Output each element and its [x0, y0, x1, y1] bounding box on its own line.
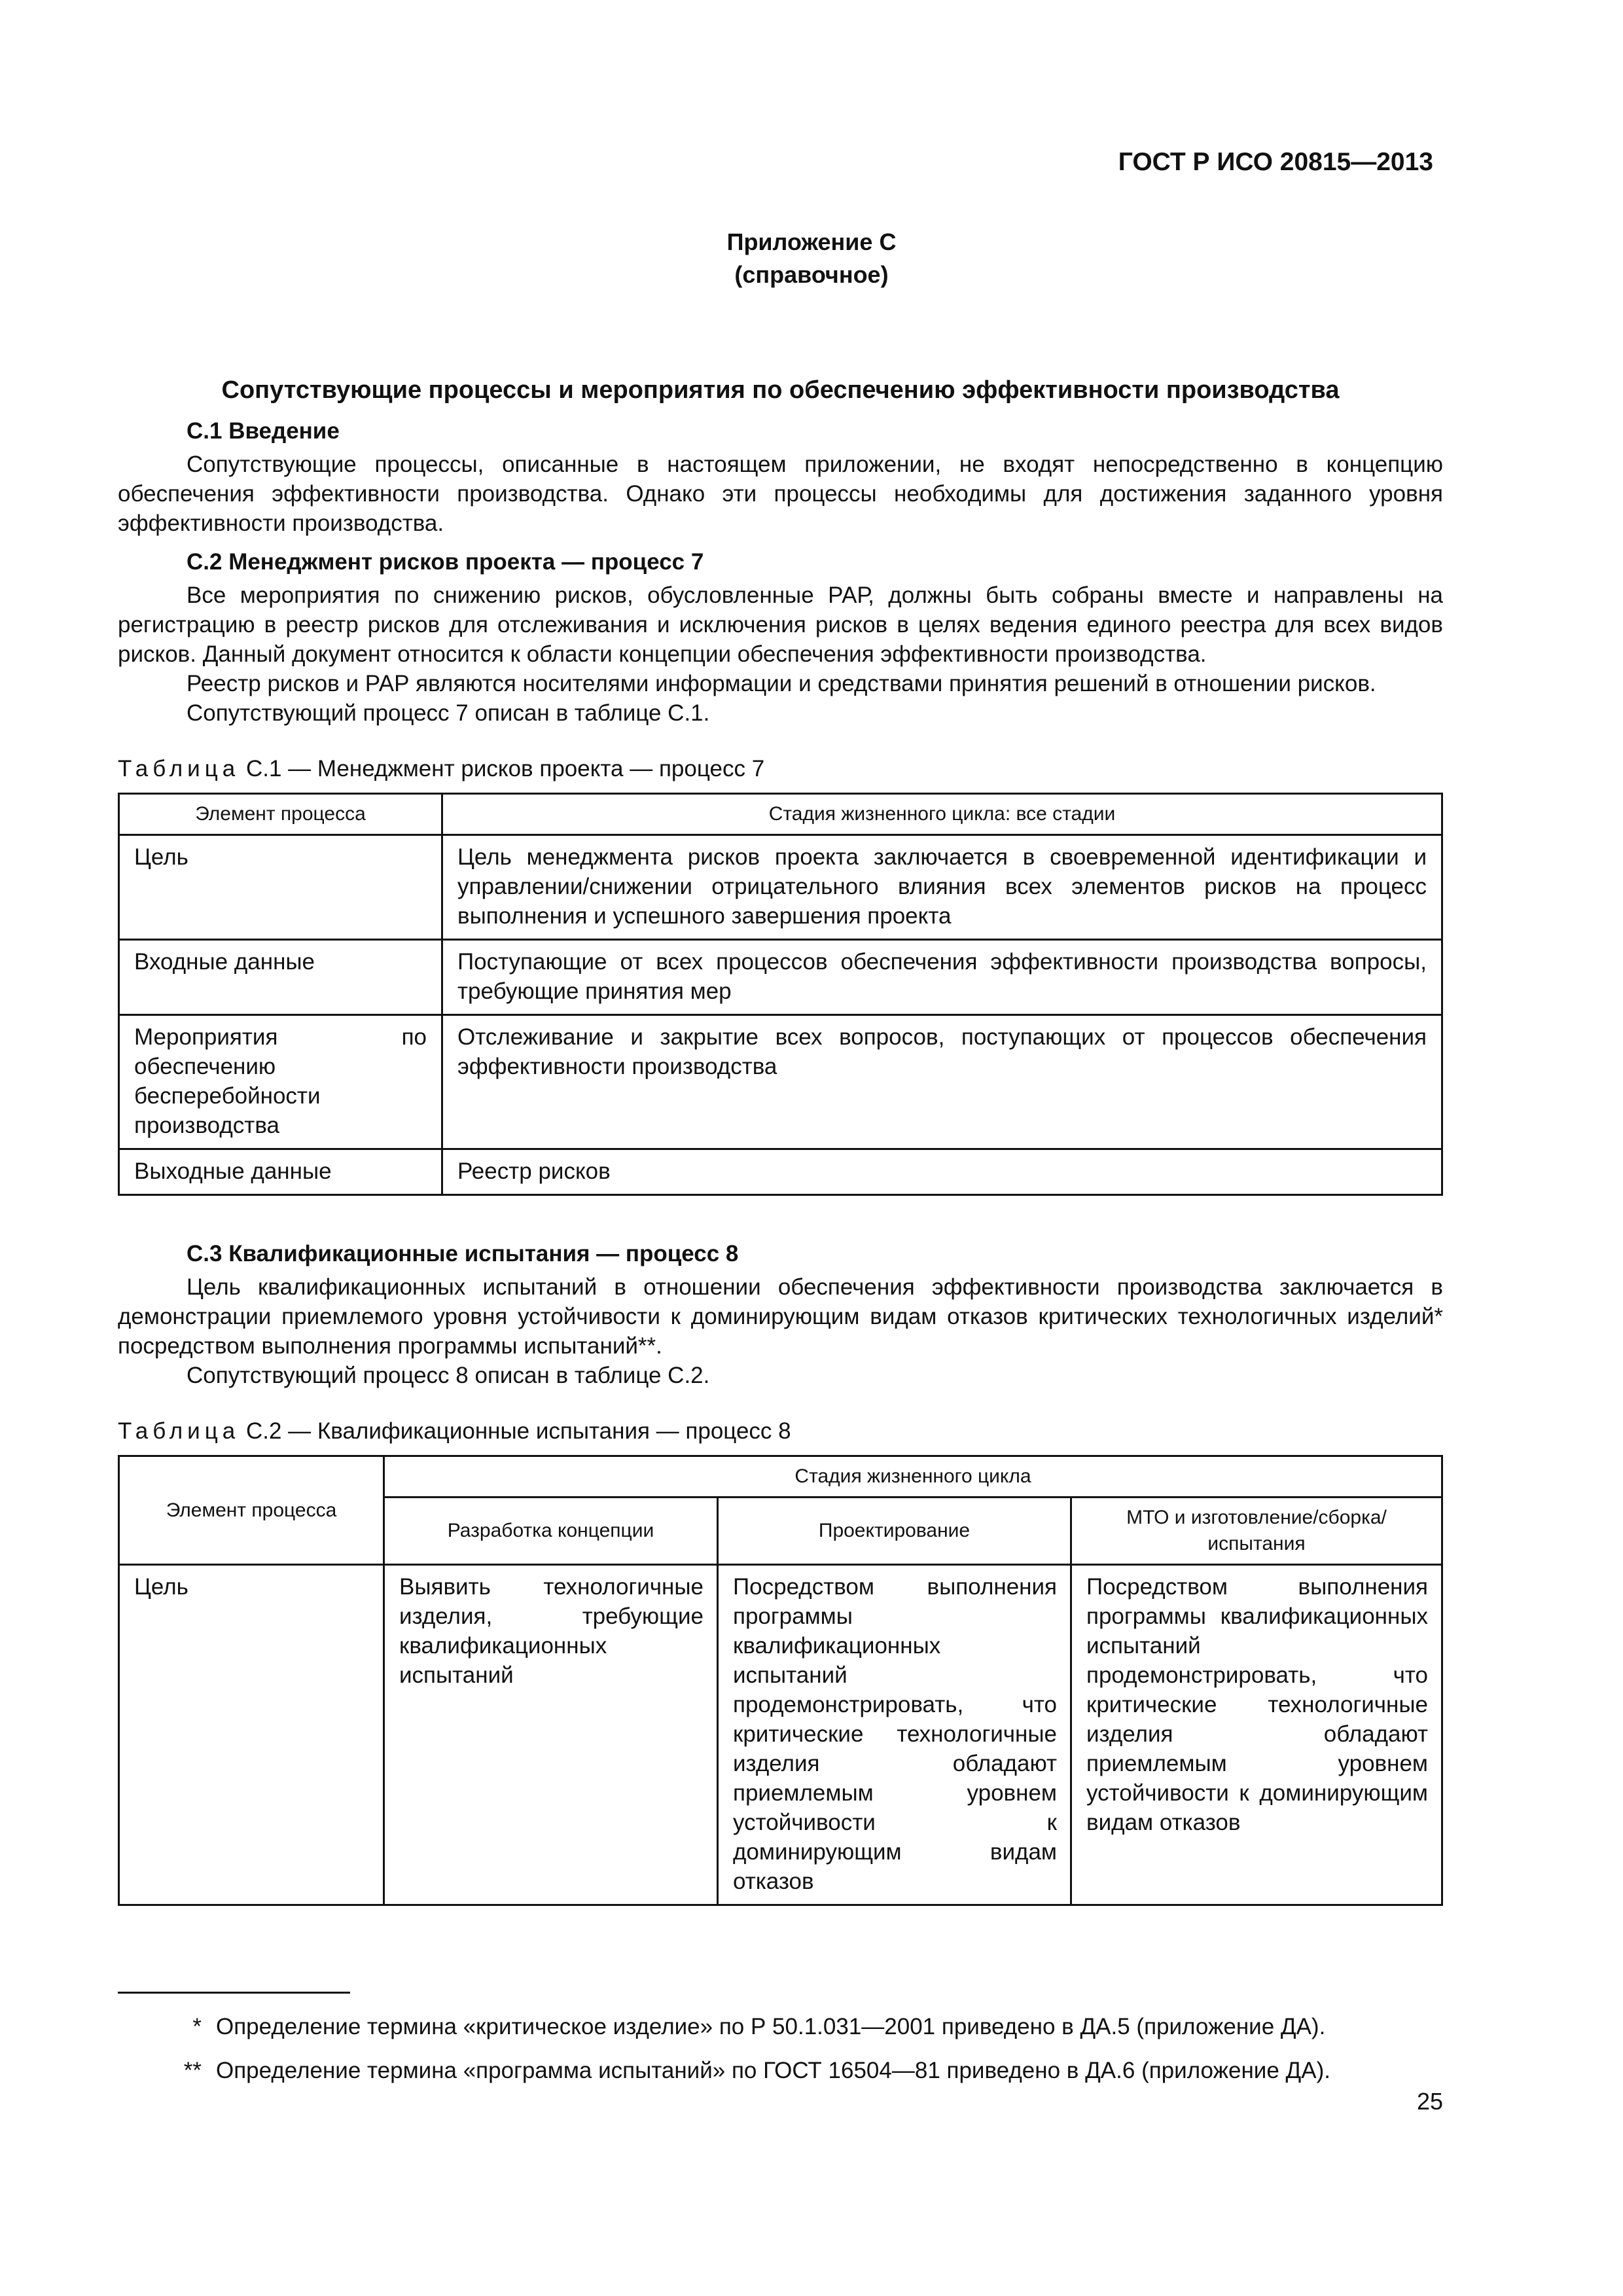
section-c2-paragraph-1: Все мероприятия по снижению рисков, обусловленные РАР, должны быть собраны вместе и направлены на регистрацию в реестр рисков для отслеживания и исключения рисков в целях ведения единого реестра для всех видов рисков. Данный документ относится к области концепции обеспечения эффективности производства. [118, 583, 1443, 667]
table-cell: Выходные данные [119, 1149, 442, 1195]
annex-type: (справочное) [734, 261, 889, 288]
table-c2-caption-word: Таблица [118, 1418, 240, 1444]
table-cell: Входные данные [119, 940, 442, 1015]
table-row [119, 1149, 1442, 1195]
standard-code: ГОСТ Р ИСО 20815—2013 [1118, 148, 1433, 176]
table-c2-header-element: Элемент процесса [119, 1456, 384, 1565]
footnote-item [118, 2056, 1443, 2085]
table-c1 [118, 793, 1443, 1196]
footnote-mark: ** [183, 2058, 202, 2083]
table-c2-caption [118, 1416, 1443, 1446]
table-cell: Выявить технологичные изделия, требующие квалификационных испытаний [384, 1565, 718, 1905]
section-c2-title: С.2 Менеджмент рисков проекта — процесс 7 [187, 549, 704, 575]
annex-heading [0, 226, 1623, 291]
table-row [119, 835, 1442, 940]
footnote-text: Определение термина «критическое изделие» по Р 50.1.031—2001 приведено в ДА.5 (приложение ДА). [216, 2014, 1326, 2039]
page-number: 25 [1416, 2088, 1443, 2115]
table-c1-header-row [119, 794, 1442, 835]
table-cell: Цель менеджмента рисков проекта заключается в своевременной идентификации и управлении/снижении отрицательного влияния всех элементов рисков на процесс выполнения и успешного завершения проекта [442, 835, 1442, 940]
table-c2-caption-text: С.2 — Квалификационные испытания — процесс 8 [240, 1418, 791, 1444]
table-c1-header-stage: Стадия жизненного цикла: все стадии [442, 794, 1442, 835]
table-c2-subheader-manufacturing: МТО и изготовление/сборка/ испытания [1071, 1498, 1442, 1565]
table-cell: Цель [119, 835, 442, 940]
section-c2-paragraph-3: Сопутствующий процесс 7 описан в таблице С.1. [187, 700, 710, 726]
table-cell: Мероприятия по обеспечению бесперебойности производства [119, 1015, 442, 1149]
table-cell: Отслеживание и закрытие всех вопросов, поступающих от процессов обеспечения эффективности производства [442, 1015, 1442, 1149]
footnote-text: Определение термина «программа испытаний» по ГОСТ 16504—81 приведено в ДА.6 (приложение ДА). [216, 2058, 1330, 2083]
main-content [118, 373, 1443, 1906]
section-c1-title: С.1 Введение [187, 418, 340, 444]
table-c2-subheader-concept: Разработка концепции [384, 1498, 718, 1565]
footnote-item [118, 2012, 1443, 2041]
table-c2 [118, 1455, 1443, 1906]
table-c2-subheader-design: Проектирование [718, 1498, 1071, 1565]
footnote-divider [118, 1992, 350, 1994]
annex-title: Приложение С [726, 228, 897, 255]
table-c1-caption-word: Таблица [118, 756, 240, 781]
section-c1-paragraph: Сопутствующие процессы, описанные в настоящем приложении, не входят непосредственно в концепцию обеспечения эффективности производства. Однако эти процессы необходимы для достижения заданного уровня эффективности производства. [118, 452, 1443, 536]
section-c3-paragraph-2: Сопутствующий процесс 8 описан в таблице С.2. [187, 1363, 710, 1388]
section-c2-paragraph-2: Реестр рисков и РАР являются носителями информации и средствами принятия решений в отношении рисков. [187, 671, 1376, 696]
table-cell: Посредством выполнения программы квалификационных испытаний продемонстрировать, что критические технологичные изделия обладают приемлемым уровнем устойчивости к доминирующим видам отказов [1071, 1565, 1442, 1905]
table-row [119, 1565, 1442, 1905]
table-cell: Цель [119, 1565, 384, 1905]
section-c3-paragraph-1: Цель квалификационных испытаний в отношении обеспечения эффективности производства заключается в демонстрации приемлемого уровня устойчивости к доминирующим видам отказов критических технологичных изделий* посредством выполнения программы испытаний**. [118, 1274, 1443, 1359]
table-row [119, 940, 1442, 1015]
table-c1-caption [118, 754, 1443, 783]
footnote-mark: * [192, 2014, 202, 2039]
table-c2-header-row [119, 1456, 1442, 1498]
footnotes [118, 1992, 1443, 2100]
table-c1-header-element: Элемент процесса [119, 794, 442, 835]
table-row [119, 1015, 1442, 1149]
table-cell: Посредством выполнения программы квалификационных испытаний продемонстрировать, что критические технологичные изделия обладают приемлемым уровнем устойчивости к доминирующим видам отказов [718, 1565, 1071, 1905]
table-cell: Поступающие от всех процессов обеспечения эффективности производства вопросы, требующие принятия мер [442, 940, 1442, 1015]
page-title: Сопутствующие процессы и мероприятия по обеспечению эффективности производства [221, 376, 1340, 404]
table-c2-header-stage: Стадия жизненного цикла [384, 1456, 1442, 1498]
table-c1-caption-text: С.1 — Менеджмент рисков проекта — процесс 7 [240, 756, 765, 781]
section-c3-title: С.3 Квалификационные испытания — процесс 8 [187, 1241, 739, 1266]
table-cell: Реестр рисков [442, 1149, 1442, 1195]
